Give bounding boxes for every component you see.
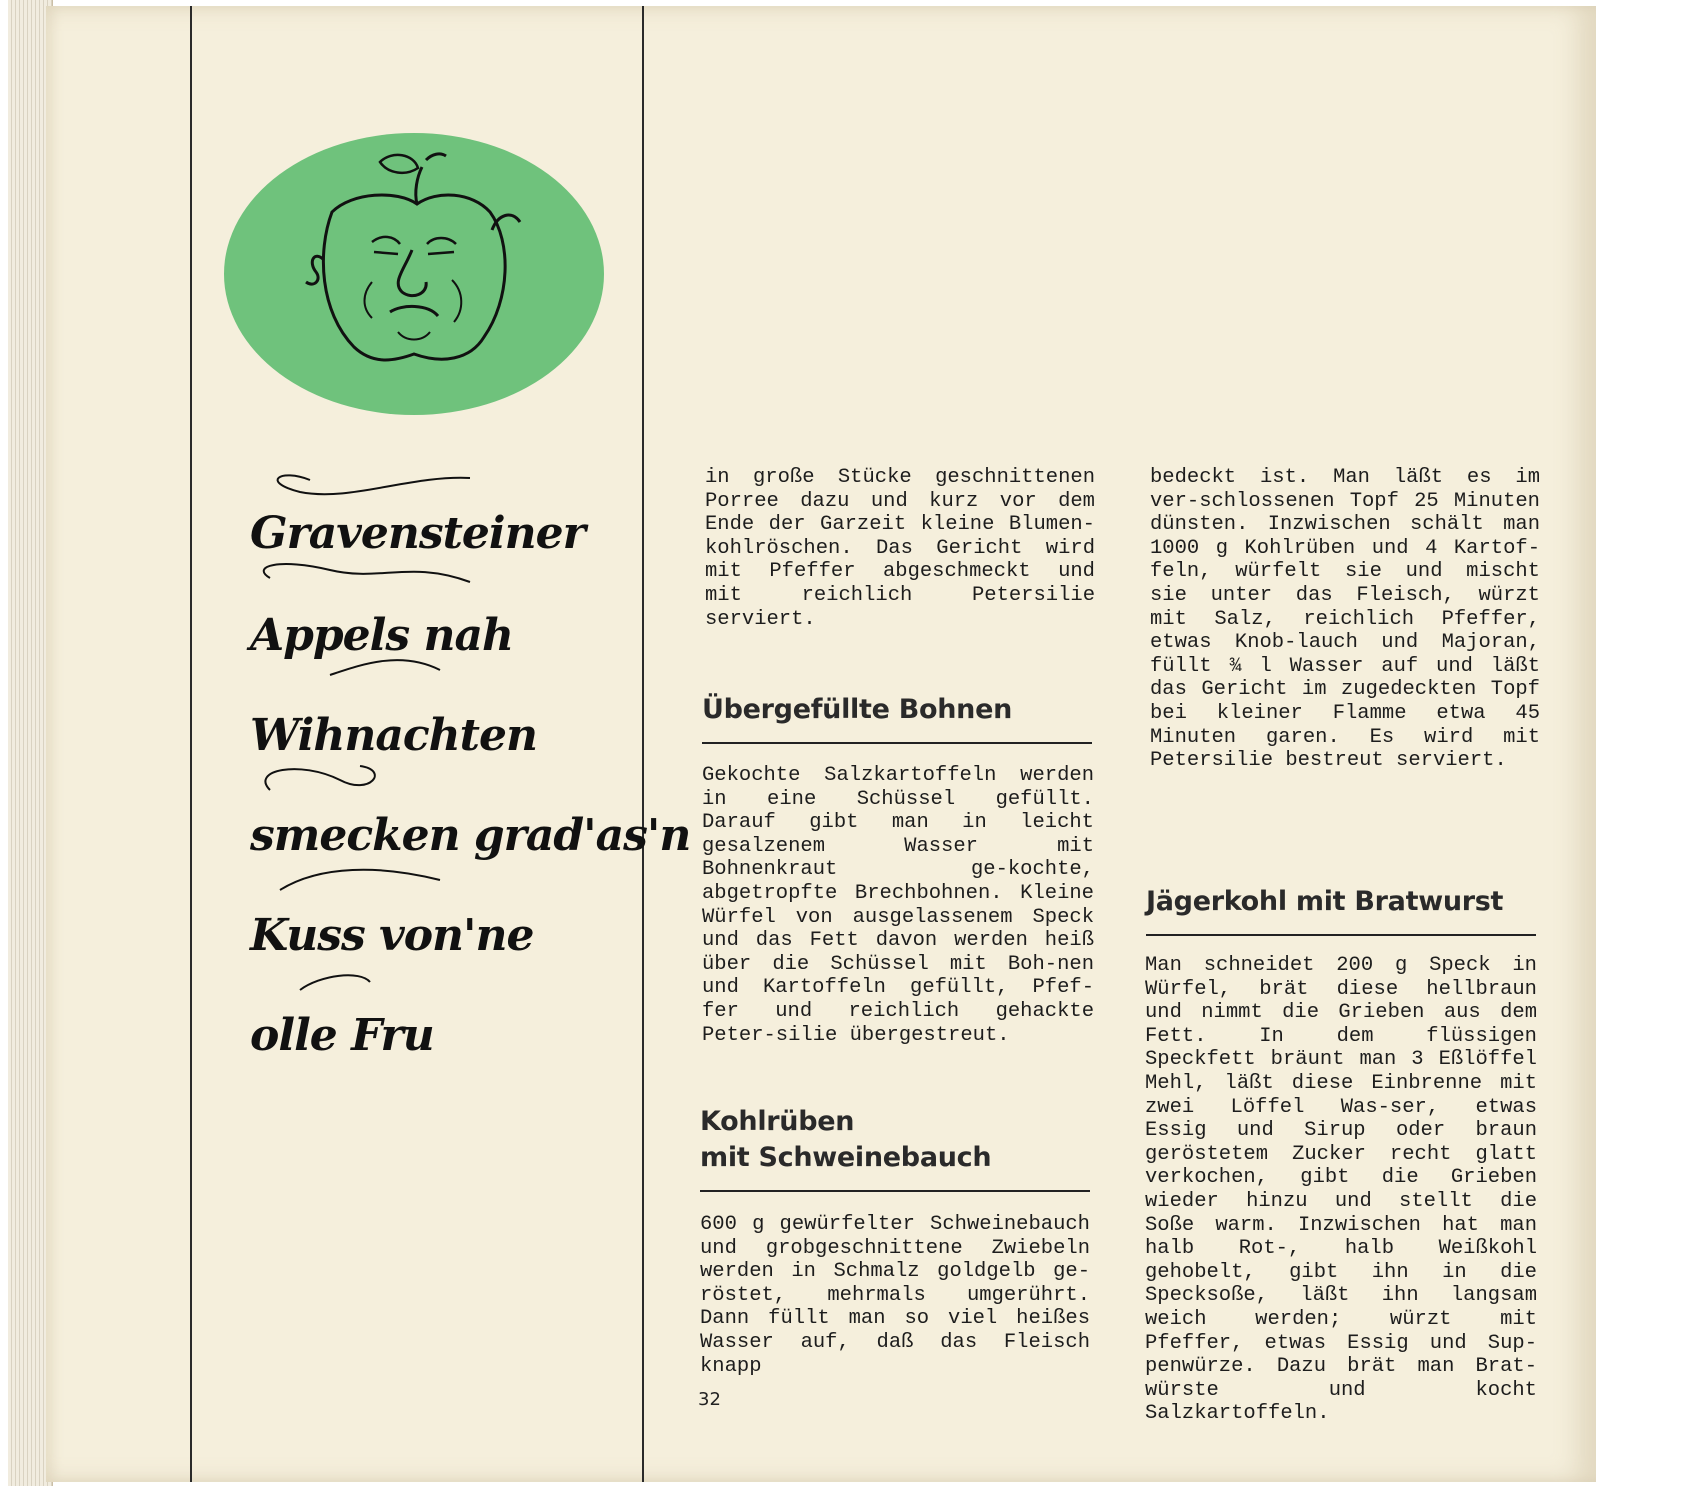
recipe-title-line: Kohlrüben bbox=[700, 1106, 855, 1137]
recipe-text bbox=[702, 764, 1094, 1047]
poem-line: Wihnachten bbox=[250, 710, 537, 761]
continuation-text bbox=[1150, 466, 1540, 773]
grumpy-apple-icon bbox=[222, 132, 606, 416]
recipe-paragraph: 600 g gewürfelter Schweinebauch und grobgeschnittene Zwiebeln werden in Schmalz goldgelb ge-röstet, mehrmals umgerührt. Dann füllt man so viel heißes Wasser auf, daß das Fleisch knapp bbox=[700, 1213, 1090, 1378]
recipe-title-line: mit Schweinebauch bbox=[700, 1142, 992, 1173]
apple-illustration bbox=[222, 132, 606, 416]
recipe-paragraph: Gekochte Salzkartoffeln werden in eine Schüssel gefüllt. Darauf gibt man in leicht gesalzenem Wasser mit Bohnenkraut ge-kochte, abgetropfte Brechbohnen. Kleine Würfel von ausgelassenem Speck und das Fett davon werden heiß über die Schüssel mit Boh-nen und Kartoffeln gefüllt, Pfef-fer und reichlich gehackte Peter-silie übergestreut. bbox=[702, 764, 1094, 1047]
poem-line: Appels nah bbox=[250, 610, 513, 661]
left-column-rule bbox=[190, 6, 192, 1482]
recipe-title: Übergefüllte Bohnen bbox=[702, 694, 1013, 725]
poem-line: Kuss von'ne bbox=[250, 910, 534, 961]
poem-line: smecken grad'as'n bbox=[250, 810, 691, 861]
recipe-text bbox=[700, 1213, 1090, 1378]
middle-column-rule bbox=[642, 6, 644, 1482]
recipe-text bbox=[1145, 954, 1537, 1426]
recipe-paragraph: Man schneidet 200 g Speck in Würfel, brät diese hellbraun und nimmt die Grieben aus dem Fett. In dem flüssigen Speckfett bräunt man 3 Eßlöffel Mehl, läßt diese Einbrenne mit zwei Löffel Was-ser, etwas Essig und Sirup oder braun geröstetem Zucker recht glatt verkochen, gibt die Grieben wieder hinzu und stellt die Soße warm. Inzwischen hat man halb Rot-, halb Weißkohl gehobelt, gibt ihn in die Specksoße, läßt ihn langsam weich werden; würzt mit Pfeffer, etwas Essig und Sup-penwürze. Dazu brät man Brat-würste und kocht Salzkartoffeln. bbox=[1145, 954, 1537, 1426]
poem bbox=[240, 470, 691, 1090]
recipe-title: Jägerkohl mit Bratwurst bbox=[1146, 886, 1504, 917]
page-number: 32 bbox=[698, 1389, 721, 1410]
scan-margin bbox=[1596, 0, 1700, 1499]
poem-line: Gravensteiner bbox=[250, 508, 585, 559]
continuation-text bbox=[705, 466, 1095, 631]
poem-line: olle Fru bbox=[250, 1010, 434, 1061]
continuation-paragraph: bedeckt ist. Man läßt es im ver-schlossenen Topf 25 Minuten dünsten. Inzwischen schält man 1000 g Kohlrüben und 4 Kartof-feln, würfelt sie und mischt sie unter das Fleisch, würzt mit Salz, reichlich Pfeffer, etwas Knob-lauch und Majoran, füllt ¾ l Wasser auf und läßt das Gericht im zugedeckten Topf bei kleiner Flamme etwa 45 Minuten garen. Es wird mit Petersilie bestreut serviert. bbox=[1150, 466, 1540, 773]
continuation-paragraph: in große Stücke geschnittenen Porree dazu und kurz vor dem Ende der Garzeit kleine Blumen-kohlröschen. Das Gericht wird mit Pfeffer abgeschmeckt und mit reichlich Petersilie serviert. bbox=[705, 466, 1095, 631]
title-rule bbox=[1146, 934, 1536, 936]
recipe-title bbox=[700, 1104, 1090, 1176]
title-rule bbox=[700, 1190, 1090, 1192]
title-rule bbox=[702, 742, 1092, 744]
calligraphy-flourishes bbox=[240, 470, 600, 1090]
